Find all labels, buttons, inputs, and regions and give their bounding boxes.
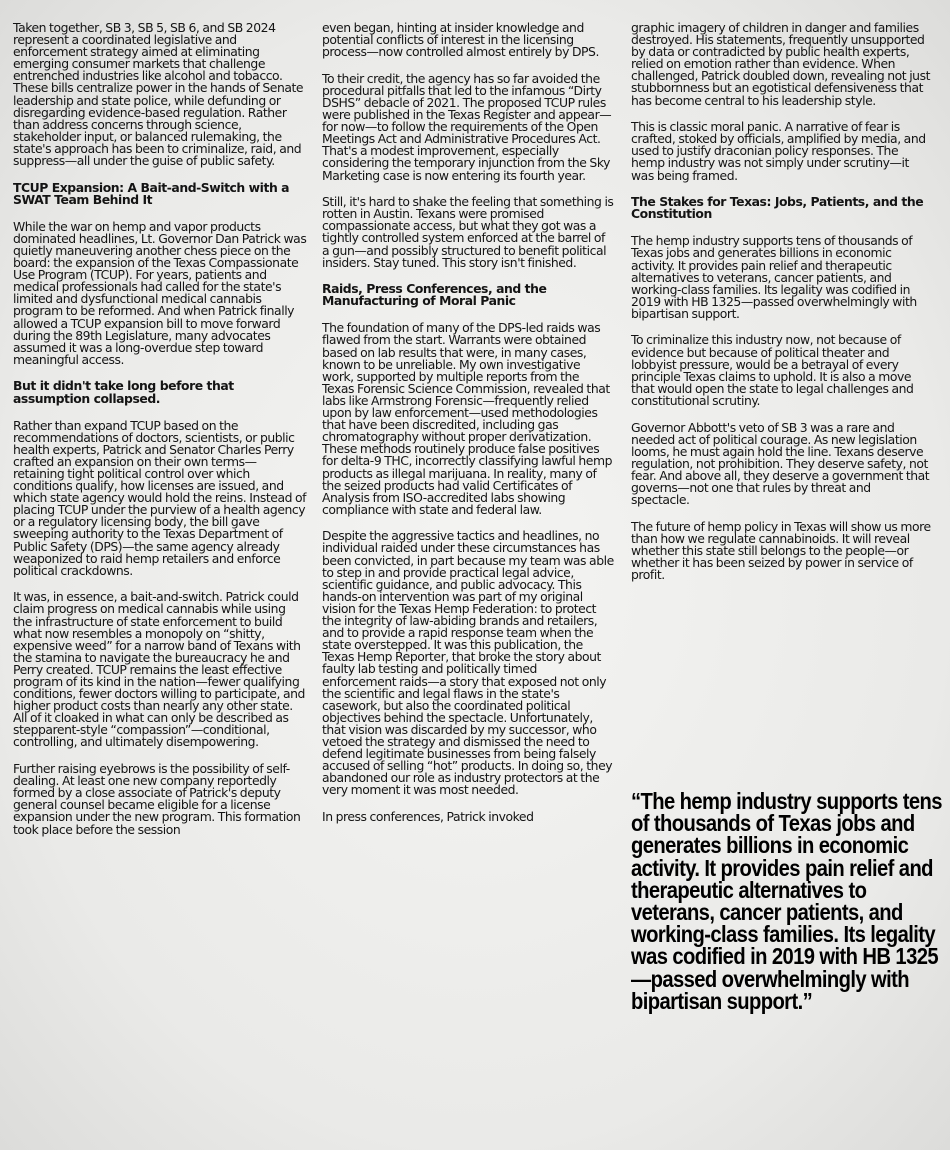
column1-paragraph-2: While the war on hemp and vapor products dominated headlines, Lt. Governor Dan Patrick was quietly maneuvering another chess piece on the board: the expansion of the Texas Compassionate Use Program (TCUP). For years, patients and medical professionals had called for the state's limited and dysfunctional medical cannabis program to be reformed. And when Patrick finally allowed a TCUP expansion bill to move forward during the 89th Legislature, many advocates assumed it was a long-overdue step toward meaningful access. [13, 218, 307, 367]
pull-quote: “The hemp industry supports tens of thousands of Texas jobs and generates billions in economic activity. It provides pain relief and therapeutic alternatives to veterans, cancer patients, and working-class families. Its legality was codified in 2019 with HB 1325—passed overwhelmingly with bipartisan support.” [631, 788, 942, 1014]
column1-paragraph-4: It was, in essence, a bait-and-switch. Patrick could claim progress on medical cannabis while using the infrastructure of state enforcement to build what now resembles a monopoly on “shitty, expensive weed” for a narrow band of Texans with the stamina to navigate the bureaucracy he and Perry created. TCUP remains the least effective program of its kind in the nation—fewer qualifying conditions, fewer doctors willing to participate, and higher product costs than nearly any other state. All of it cloaked in what can only be described as stepparent-style “compassion”—conditional, controlling, and ultimately disempowering. [13, 589, 305, 750]
column2-paragraph-3: Still, it's hard to shake the feeling that something is rotten in Austin. Texans were promised compassionate access, but what they got was a tightly controlled system enforced at the barrel of a gun—and possibly structured to benefit political insiders. Stay tuned. This story isn't finished. [322, 194, 614, 270]
column1-heading-1: TCUP Expansion: A Bait-and-Switch with a SWAT Team Behind It [13, 179, 290, 207]
column1-paragraph-1: Taken together, SB 3, SB 5, SB 6, and SB 2024 represent a coordinated legislative and enforcement strategy aimed at eliminating emerging consumer markets that challenge entrenched industries like alcohol and tobacco. These bills centralize power in the hands of Senate leadership and state police, while defunding or disregarding evidence-based regulation. Rather than address concerns through science, stakeholder input, or balanced rulemaking, the state's approach has been to criminalize, raid, and suppress—all under the guise of public safety. [13, 20, 304, 169]
column2-paragraph-6: In press conferences, Patrick invoked [322, 808, 534, 824]
column2-heading-1: Raids, Press Conferences, and the Manufacturing of Moral Panic [322, 281, 547, 309]
column3-paragraph-4: To criminalize this industry now, not because of evidence but because of political theater and lobbyist pressure, would be a betrayal of every principle Texas claims to uphold. It is also a move that would open the state to legal challenges and constitutional scrutiny. [631, 332, 914, 408]
column2-paragraph-1: even began, hinting at insider knowledge and potential conflicts of interest in the licensing process—now controlled almost entirely by DPS. [322, 20, 599, 60]
column1-paragraph-5: Further raising eyebrows is the possibility of self-dealing. At least one new company reportedly formed by a close associate of Patrick's deputy general counsel became eligible for a license expansion under the new program. This formation took place before the session [13, 761, 301, 837]
column3-heading-1: The Stakes for Texas: Jobs, Patients, and the Constitution [631, 194, 924, 222]
column3-paragraph-6: The future of hemp policy in Texas will show us more than how we regulate cannabinoids. It will reveal whether this state still belongs to the people—or whether it has been seized by power in service of profit. [631, 518, 931, 583]
article-column-1 [13, 22, 307, 850]
column3-paragraph-3: The hemp industry supports tens of thousands of Texas jobs and generates billions in economic activity. It provides pain relief and therapeutic alternatives to veterans, cancer patients, and working-class families. Its legality was codified in 2019 with HB 1325—passed overwhelmingly with bipartisan support. [631, 233, 917, 321]
column3-paragraph-2: This is classic moral panic. A narrative of fear is crafted, stoked by officials, amplified by media, and used to justify draconian policy responses. The hemp industry was not simply under scrutiny—it was being framed. [631, 119, 926, 183]
column2-paragraph-5: Despite the aggressive tactics and headlines, no individual raided under these circumstances has been convicted, in part because my team was able to step in and provide practical legal advice, scientific guidance, and public advocacy. This hands-on intervention was part of my original vision for the Texas Hemp Federation: to protect the integrity of law-abiding brands and retailers, and to provide a rapid response team when the state overstepped. It was this publication, the Texas Hemp Reporter, that broke the story about faulty lab testing and politically timed enforcement raids—a story that exposed not only the scientific and legal flaws in the state's casework, but also the coordinated political objectives behind the spectacle. Unfortunately, that vision was discarded by my successor, who vetoed the strategy and dismissed the need to defend legitimate businesses from being falsely accused of selling “hot” products. In doing so, they abandoned our role as industry protectors at the very moment it was most needed. [322, 528, 614, 798]
article-column-2 [322, 22, 614, 838]
column1-paragraph-3: Rather than expand TCUP based on the recommendations of doctors, scientists, or public health experts, Patrick and Senator Charles Perry crafted an expansion on their own terms—retaining tight political control over which conditions qualify, how licenses are issued, and which state agency would hold the reins. Instead of placing TCUP under the purview of a health agency or a regulatory licensing body, the bill gave sweeping authority to the Texas Department of Public Safety (DPS)—the same agency already weaponized to raid hemp retailers and enforce political crackdowns. [13, 417, 307, 578]
column3-paragraph-5: Governor Abbott's veto of SB 3 was a rare and needed act of political courage. As new legislation looms, he must again hold the line. Texans deserve regulation, not prohibition. They deserve safety, not fear. And above all, they deserve a government that governs—not one that rules by threat and spectacle. [631, 419, 930, 508]
column1-heading-2: But it didn't take long before that assumption collapsed. [13, 378, 234, 406]
column3-paragraph-1: graphic imagery of children in danger and families destroyed. His statements, frequently unsupported by data or contradicted by public health experts, relied on emotion rather than evidence. When challenged, Patrick doubled down, revealing not just stubbornness but an egotistical defensiveness that has become central to his leadership style. [631, 20, 930, 108]
article-column-3 [631, 22, 931, 596]
column2-paragraph-4: The foundation of many of the DPS-led raids was flawed from the start. Warrants were obtained based on lab results that were, in many cases, known to be unreliable. My own investigative work, supported by multiple reports from the Texas Forensic Science Commission, revealed that labs like Armstrong Forensic—frequently relied upon by law enforcement—used methodologies that have been discredited, including gas chromatography without proper derivatization. These methods routinely produce false positives for delta-9 THC, incorrectly classifying lawful hemp products as illegal marijuana. In reality, many of the seized products had valid Certificates of Analysis from ISO-accredited labs showing compliance with state and federal law. [322, 320, 613, 517]
column2-paragraph-2: To their credit, the agency has so far avoided the procedural pitfalls that led to the infamous “Dirty DSHS” debacle of 2021. The proposed TCUP rules were published in the Texas Register and appear—for now—to follow the requirements of the Open Meetings Act and Administrative Procedures Act. That's a modest improvement, especially considering the temporary injunction from the Sky Marketing case is now entering its fourth year. [322, 70, 612, 183]
